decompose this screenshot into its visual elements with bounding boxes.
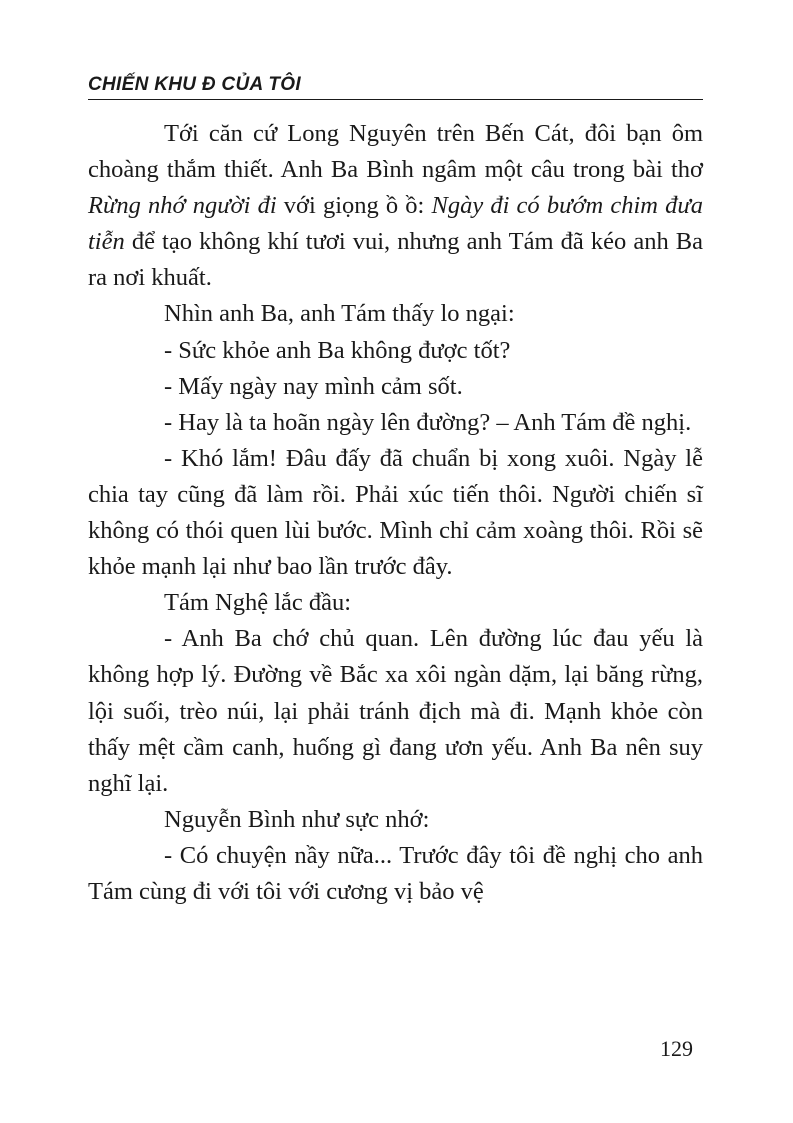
paragraph: Nhìn anh Ba, anh Tám thấy lo ngại: — [164, 300, 515, 328]
running-header: CHIẾN KHU Đ CỦA TÔI — [88, 74, 301, 95]
page-number: 129 — [660, 1036, 693, 1061]
poem-verse: Ngày đi có bướm chim đưa tiễn — [88, 192, 703, 256]
dialogue-line: - Anh Ba chớ chủ quan. Lên đường lúc đau yếu là không hợp lý. Đường về Bắc xa xôi ngàn dặm, lại băng rừng, lội suối, trèo núi, lại phải tránh địch mà đi. Mạnh khỏe còn thấy mệt cầm canh, huống gì đang ươn yếu. Anh Ba nên suy nghĩ lại. — [88, 625, 703, 797]
dialogue-line: - Mấy ngày nay mình cảm sốt. — [164, 372, 463, 400]
dialogue-line: - Khó lắm! Đâu đấy đã chuẩn bị xong xuôi. Ngày lễ chia tay cũng đã làm rồi. Phải xúc tiến thôi. Người chiến sĩ không có thói quen lùi bước. Mình chỉ cảm xoàng thôi. Rồi sẽ khỏe mạnh lại như bao lần trước đây. — [88, 444, 703, 581]
paragraph-arrival-end: để tạo không khí tươi vui, nhưng anh Tám đã kéo anh Ba ra nơi khuất. — [88, 228, 703, 292]
dialogue-line: - Có chuyện nầy nữa... Trước đây tôi đề nghị cho anh Tám cùng đi với tôi với cương vị bảo vệ — [88, 841, 703, 905]
paragraph-arrival-text: Tới căn cứ Long Nguyên trên Bến Cát, đôi bạn ôm choàng thắm thiết. Anh Ba Bình ngâm một câu trong bài thơ — [88, 120, 703, 184]
header-rule — [88, 99, 703, 100]
paragraph: Tám Nghệ lắc đầu: — [164, 589, 352, 617]
paragraph: Nguyễn Bình như sực nhớ: — [164, 805, 430, 833]
paragraph-arrival — [88, 116, 703, 296]
dialogue-line: - Hay là ta hoãn ngày lên đường? – Anh Tám đề nghị. — [164, 408, 692, 436]
body-text — [88, 116, 703, 910]
dialogue-line: - Sức khỏe anh Ba không được tốt? — [164, 336, 511, 364]
poem-title: Rừng nhớ người đi — [88, 192, 277, 220]
paragraph-arrival-mid: với giọng ồ ồ: — [276, 192, 432, 220]
